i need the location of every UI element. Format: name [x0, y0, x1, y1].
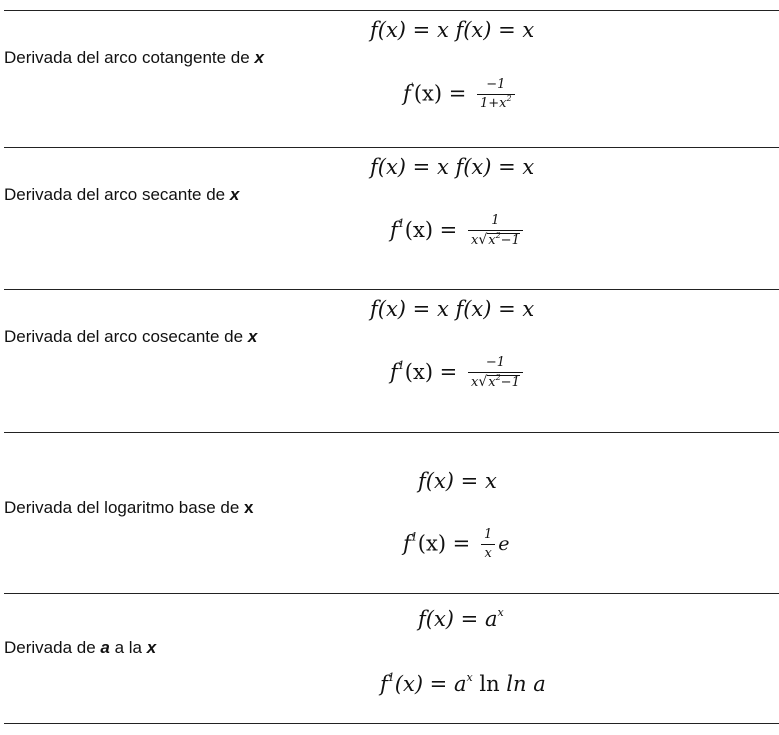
fraction-denominator	[468, 231, 523, 248]
function-log: f(x) = x	[418, 469, 497, 493]
denominator-exponent: 2	[506, 94, 512, 104]
function-arccsc: f(x) = x f(x) = x	[370, 297, 535, 321]
label-variable: x	[244, 498, 254, 517]
derivative-mark: 1	[397, 216, 405, 230]
derivative-equals: (x) = a	[394, 672, 467, 696]
label-text: Derivada del arco secante de	[4, 185, 230, 204]
derivative-symbol: f	[403, 531, 411, 556]
row-label-exponential	[4, 638, 156, 658]
derivative-arcsec	[390, 214, 523, 249]
radicand-exponent: 2	[495, 373, 501, 383]
fraction-numerator: −1	[477, 78, 515, 95]
fraction	[468, 356, 523, 391]
label-variable: x	[247, 327, 258, 346]
radicand-tail: −1	[500, 375, 520, 391]
derivative-exponential	[380, 672, 546, 696]
row-label-log	[4, 498, 254, 518]
derivative-symbol: f	[403, 81, 411, 106]
function-base: f(x) = a	[418, 607, 498, 631]
derivative-equals: (x) =	[404, 359, 464, 384]
label-variable: x	[229, 185, 240, 204]
row-label-arccsc	[4, 327, 257, 347]
function-exponential	[418, 607, 504, 631]
denominator-prefix: x	[470, 375, 479, 391]
fraction-numerator: 1	[468, 214, 523, 231]
derivative-log	[403, 528, 510, 562]
row-divider	[4, 289, 779, 290]
denominator-base: 1+x	[480, 96, 507, 112]
euler-e-symbol: e	[498, 533, 510, 556]
derivative-arccsc	[390, 356, 523, 391]
ln-operator: ln	[472, 672, 507, 696]
fraction	[468, 214, 523, 249]
fraction-denominator	[477, 95, 515, 111]
label-connector: a la	[109, 638, 147, 657]
fraction-numerator: −1	[468, 356, 523, 373]
function-exponent: x	[497, 606, 504, 619]
radicand-base: x	[488, 375, 496, 391]
derivative-equals: (x) =	[417, 531, 477, 556]
label-variable: x	[254, 48, 264, 67]
row-divider	[4, 432, 779, 433]
derivative-symbol: f	[390, 359, 398, 384]
derivative-tail: ln a	[506, 672, 546, 696]
function-arcsec: f(x) = x f(x) = x	[370, 155, 535, 179]
derivative-symbol: f	[380, 672, 388, 696]
fraction	[477, 78, 515, 112]
label-variable-a: a	[100, 638, 110, 657]
derivative-mark: 1	[410, 530, 418, 544]
row-divider	[4, 593, 779, 594]
fraction-denominator	[468, 373, 523, 390]
label-variable: x	[146, 638, 157, 657]
fraction	[481, 528, 495, 562]
radicand	[487, 233, 520, 248]
radicand-base: x	[488, 233, 496, 249]
derivative-mark: 1	[397, 358, 405, 372]
derivative-arccot	[403, 78, 515, 112]
row-label-arcsec	[4, 185, 239, 205]
label-text: Derivada de	[4, 638, 101, 657]
derivative-mark: '	[410, 80, 414, 94]
derivative-mark: 1	[387, 671, 395, 684]
row-divider	[4, 147, 779, 148]
row-divider	[4, 723, 779, 724]
derivative-equals: (x) =	[404, 217, 464, 242]
radical-sign: √	[478, 232, 488, 249]
row-label-arccot	[4, 48, 264, 68]
derivative-equals: (x) =	[413, 81, 473, 106]
radicand	[487, 375, 520, 390]
function-arccot: f(x) = x f(x) = x	[370, 18, 535, 42]
radicand-exponent: 2	[495, 231, 501, 241]
row-divider	[4, 10, 779, 11]
derivative-exponent: x	[466, 671, 473, 684]
label-text: Derivada del arco cosecante de	[4, 327, 248, 346]
radicand-tail: −1	[500, 233, 520, 249]
denominator-prefix: x	[470, 233, 479, 249]
label-text: Derivada del arco cotangente de	[4, 48, 255, 67]
fraction-denominator: x	[484, 546, 492, 562]
radical-sign: √	[478, 374, 488, 391]
label-text: Derivada del logaritmo base de	[4, 498, 245, 517]
derivative-symbol: f	[390, 217, 398, 242]
fraction-numerator: 1	[481, 528, 495, 545]
